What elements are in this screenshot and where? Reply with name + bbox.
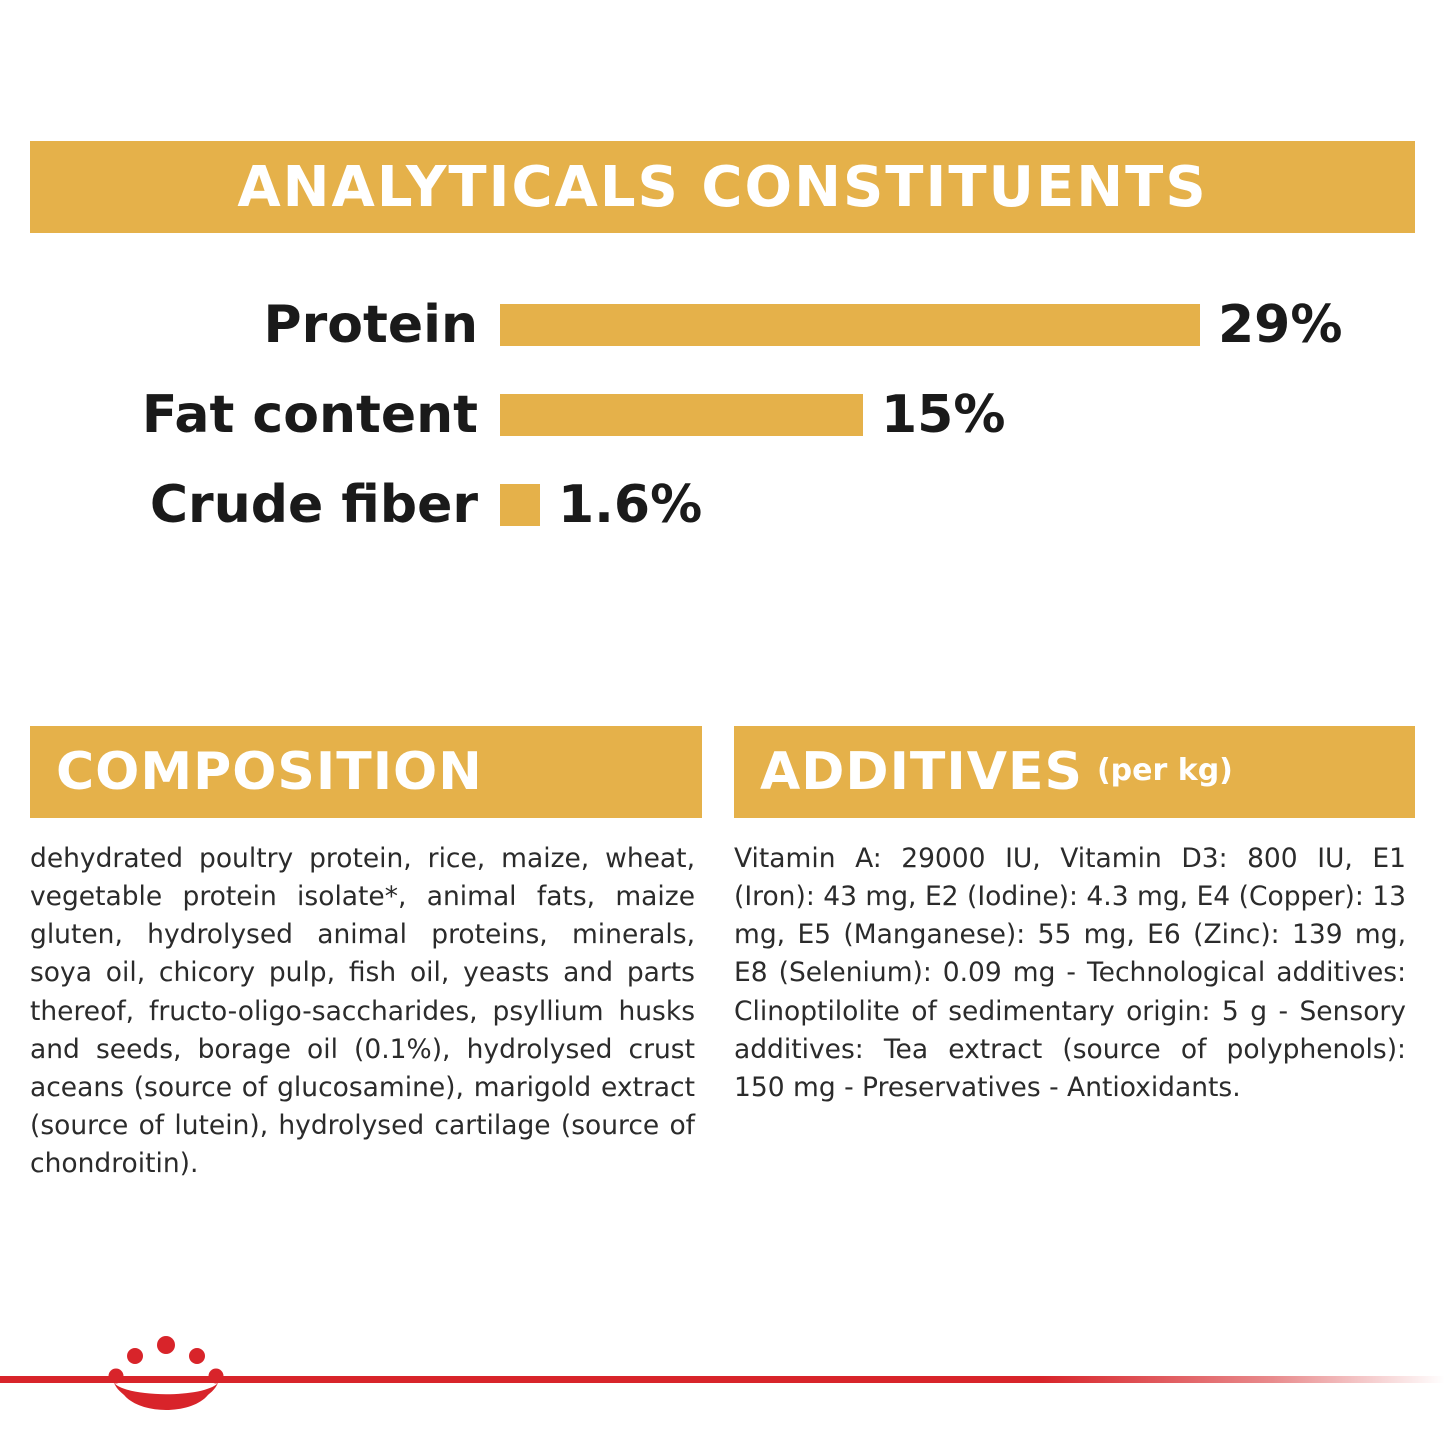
- royal-crown-icon: [108, 1336, 224, 1418]
- additives-header: [734, 726, 1415, 818]
- additives-title: ADDITIVES: [760, 742, 1083, 802]
- additives-panel: [734, 726, 1415, 1107]
- chart-bar-protein: [500, 304, 1200, 346]
- additives-subtitle: (per kg): [1096, 752, 1233, 788]
- chart-bar-wrap-protein: [500, 295, 1415, 355]
- analyticals-chart: [30, 280, 1415, 550]
- composition-panel: [30, 726, 702, 1183]
- composition-body: dehydrated poultry protein, rice, maize, wheat, vegetable protein isolate*, animal fats, maize gluten, hydrolysed animal proteins, minerals, soya oil, chicory pulp, fish oil, yeasts and parts thereof, fructo-oligo-saccharides, psyllium husks and seeds, borage oil (0.1%), hydrolysed crust aceans (source of glucosamine), marigold extract (source of lutein), hydrolysed cartilage (source of chondroitin).: [30, 843, 695, 1180]
- chart-row-fat-content: [30, 370, 1415, 460]
- analyticals-title: ANALYTICALS CONSTITUENTS: [237, 154, 1208, 220]
- chart-label-crude-fiber: Crude fiber: [149, 475, 478, 535]
- chart-row-protein: [30, 280, 1415, 370]
- chart-value-fat-content: 15%: [881, 385, 1006, 445]
- chart-value-protein: 29%: [1218, 295, 1343, 355]
- chart-row-crude-fiber: [30, 460, 1415, 550]
- chart-bar-fat-content: [500, 394, 863, 436]
- chart-bar-wrap-crude-fiber: [500, 475, 1415, 535]
- chart-label-fat-content: Fat content: [141, 385, 478, 445]
- chart-bar-wrap-fat-content: [500, 385, 1415, 445]
- additives-body: Vitamin A: 29000 IU, Vitamin D3: 800 IU, E1 (Iron): 43 mg, E2 (Iodine): 4.3 mg, E4 (Copper): 13 mg, E5 (Manganese): 55 mg, E6 (Zinc): 139 mg, E8 (Selenium): 0.09 mg - Technological additives: Clinoptilolite of sedimentary origin: 5 g - Sensory additives: Tea extract (source of polyphenols): 150 mg - Preservatives - Antioxidants.: [734, 843, 1406, 1103]
- composition-title: COMPOSITION: [56, 742, 483, 802]
- chart-bar-crude-fiber: [500, 484, 540, 526]
- chart-label-protein: Protein: [263, 295, 478, 355]
- composition-header: [30, 726, 702, 818]
- footer-divider-left: [0, 1376, 118, 1383]
- chart-value-crude-fiber: 1.6%: [558, 475, 703, 535]
- analyticals-header: [30, 141, 1415, 233]
